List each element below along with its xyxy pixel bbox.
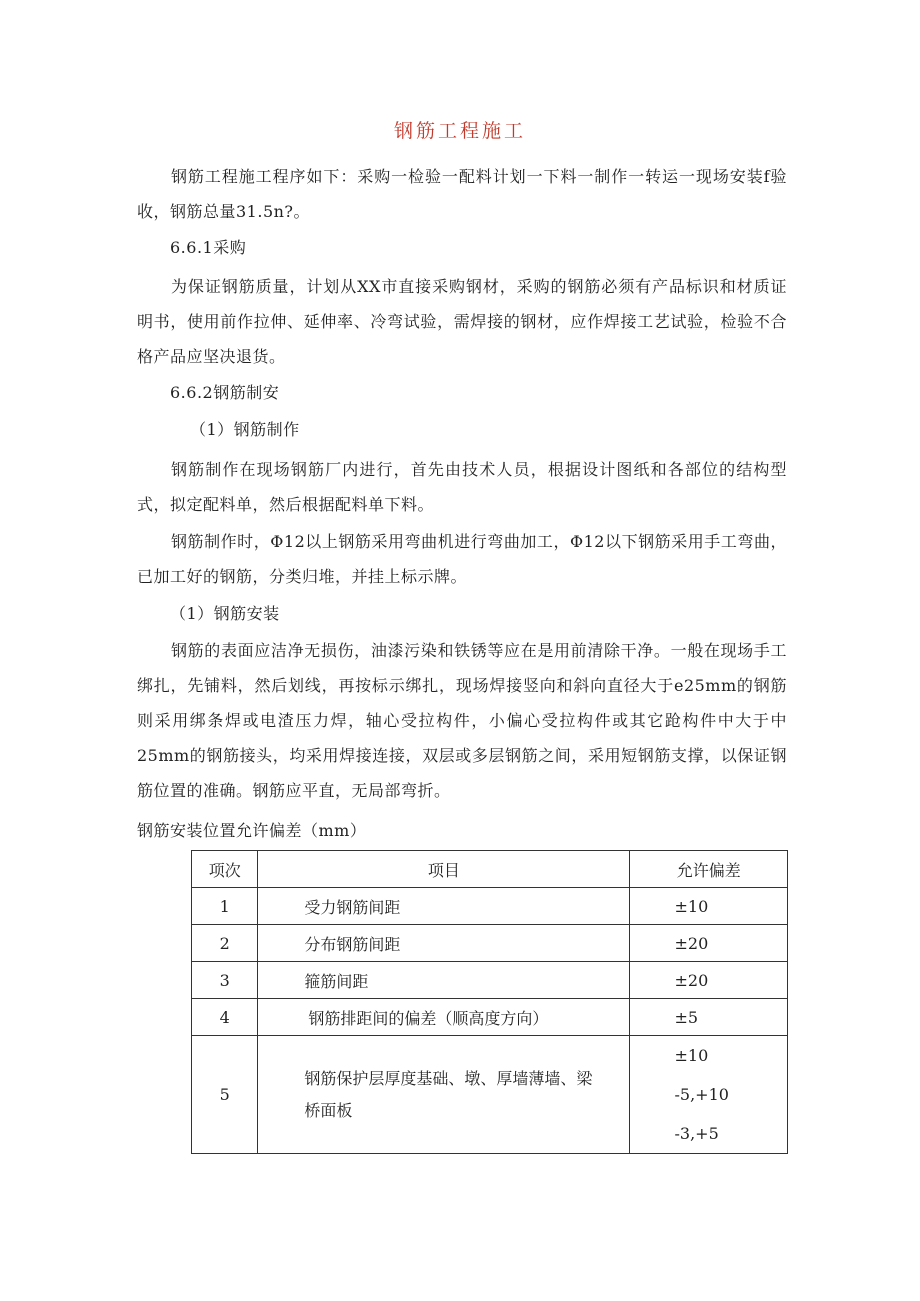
row-item: 分布钢筋间距 (258, 925, 630, 962)
row-no: 3 (192, 962, 258, 999)
row-deviation: ±20 (630, 925, 788, 962)
row-item: 钢筋排距间的偏差（顺高度方向） (258, 999, 630, 1036)
subheading-installation: （1）钢筋安装 (170, 604, 280, 623)
fabrication-paragraph-1: 钢筋制作在现场钢筋厂内进行，首先由技术人员，根据设计图纸和各部位的结构型式，拟定配料单，然后根据配料单下料。 (137, 460, 787, 514)
subheading-fabrication: （1）钢筋制作 (190, 420, 300, 439)
table-caption: 钢筋安装位置允许偏差（mm） (137, 821, 367, 840)
row-no: 5 (192, 1036, 258, 1154)
row-item: 钢筋保护层厚度基础、墩、厚墙薄墙、梁桥面板 (304, 1068, 593, 1120)
header-cell-deviation: 允许偏差 (630, 851, 788, 888)
table-row (192, 999, 788, 1036)
table-row (192, 925, 788, 962)
table-row (192, 962, 788, 999)
document-title: 钢筋工程施工 (393, 120, 526, 142)
header-cell-item: 项目 (258, 851, 630, 888)
row-deviation: ±10 (630, 888, 788, 925)
row-deviation-cell (630, 1036, 788, 1154)
row-deviation: ±5 (630, 999, 788, 1036)
intro-paragraph: 钢筋工程施工程序如下：采购一检验一配料计划一下料一制作一转运一现场安装f验收，钢筋总量31.5n?。 (137, 167, 787, 221)
row-deviation-line: -3,+5 (674, 1124, 719, 1143)
installation-paragraph: 钢筋的表面应洁净无损伤，油漆污染和铁锈等应在是用前清除干净。一般在现场手工绑扎，先铺料，然后划线，再按标示绑扎，现场焊接竖向和斜向直径大于e25mm的钢筋则采用绑条焊或电渣压力焊，轴心受拉构件，小偏心受拉构件或其它跄构件中大于中25mm的钢筋接头，均采用焊接连接，双层或多层钢筋之间，采用短钢筋支撑，以保证钢筋位置的准确。钢筋应平直，无局部弯折。 (137, 641, 787, 800)
table-header-row (192, 851, 788, 888)
row-deviation: ±20 (630, 962, 788, 999)
row-no: 1 (192, 888, 258, 925)
row-no: 2 (192, 925, 258, 962)
table-row (192, 1036, 788, 1154)
table-row (192, 888, 788, 925)
header-cell-no: 项次 (192, 851, 258, 888)
section-heading-purchase: 6.6.1采购 (170, 238, 247, 257)
row-deviation-line: ±10 (674, 1046, 709, 1065)
row-item: 箍筋间距 (258, 962, 630, 999)
row-deviation-line: -5,+10 (674, 1085, 729, 1104)
section-heading-fabrication-install: 6.6.2钢筋制安 (170, 383, 280, 402)
fabrication-paragraph-2: 钢筋制作时，Φ12以上钢筋采用弯曲机进行弯曲加工，Φ12以下钢筋采用手工弯曲，已加工好的钢筋，分类归堆，并挂上标示牌。 (137, 532, 787, 586)
deviation-table (191, 850, 788, 1154)
row-item-cell (258, 1036, 630, 1154)
row-item: 受力钢筋间距 (258, 888, 630, 925)
purchase-paragraph: 为保证钢筋质量，计划从XX市直接采购钢材，采购的钢筋必须有产品标识和材质证明书，使用前作拉伸、延伸率、冷弯试验，需焊接的钢材，应作焊接工艺试验，检验不合格产品应坚决退货。 (137, 277, 787, 366)
row-no: 4 (192, 999, 258, 1036)
